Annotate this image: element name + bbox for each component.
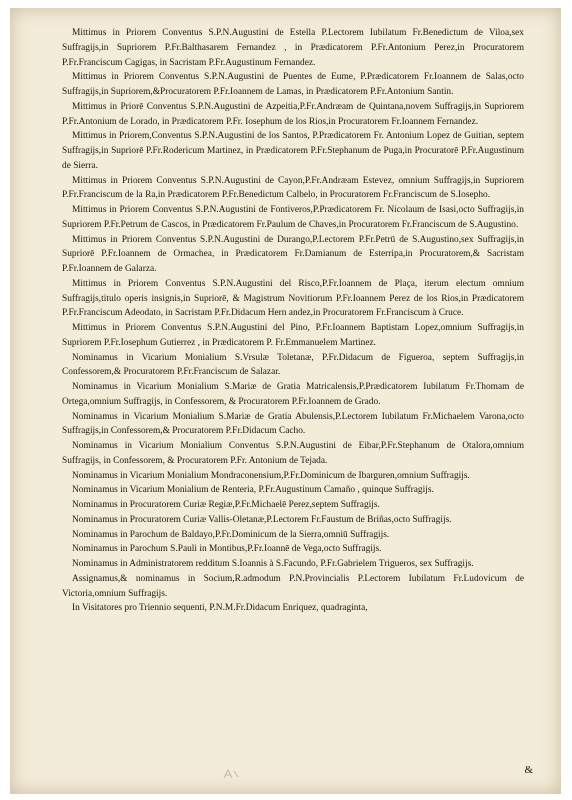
document-page	[10, 8, 561, 794]
ink-mark	[222, 768, 240, 780]
entry-cayon: Mittimus in Priorem Conventus S.P.N.Augustini de Cayon,P.Fr.Andræam Estevez, omnium Suffragijs,in Supriorem P.Fr.Franciscum de la Ra,in Prædicatorem P.Fr.Benedictum Calbelo, in Procuratorem Fr.Franciscum de S.Iosepho.	[62, 175, 524, 201]
entry-fontiveros: Mittimus in Priorem Conventus S.P.N.Augustini de Fontiveros,P.Prædicatorem Fr. Nicolaum de Isasi,octo Suffragijs,in Supriorem P.Fr.Petrum de Cascos, in Prædicatorem Fr.Paulum de Chaves,in Procuratorem Fr.Franciscum de S.Augustino.	[62, 205, 524, 230]
body-text	[62, 26, 524, 616]
entry-estella: Mittimus in Priorem Conventus S.P.N.Augustini de Estella P.Lectorem Iubilatum Fr.Benedictum de Viloa,sex Suffragijs,in Supriorem P.Fr.Balthasarem Fernandez , in Prædicatorem P.Fr.Antonium Perez,in Procuratorem P.Fr.Franciscum Cagigas, in Sacristam P.Fr.Augustinum Fernandez.	[62, 28, 524, 68]
entry-pino: Mittimus in Priorem Conventus S.P.N.Augustini del Pino, P.Fr.Ioannem Baptistam Lopez,omnium Suffragijs,in Supriorem P.Fr.Iosephum Gutierrez , in Prædicatorem P. Fr.Emmanuelem Martinez.	[62, 323, 524, 348]
entry-procurator-valladolid: Nominamus in Procuratorem Curiæ Vallis-Oletanæ,P.Lectorem Fr.Faustum de Briñas,octo Suffragijs.	[72, 514, 452, 525]
entry-vicar-eibar: Nominamus in Vicarium Monialium Conventus S.P.N.Augustini de Eibar,P.Fr.Stephanum de Otalora,omnium Suffragijs, in Confessorem, & Procuratorem P.Fr. Antonium de Tejada.	[62, 441, 524, 466]
entry-parish-baldayo: Nominamus in Parochum de Baldayo,P.Fr.Dominicum de la Sierra,omniū Suffragijs.	[72, 529, 390, 540]
entry-administrator: Nominamus in Administratorem redditum S.Ioannis à S.Facundo, P.Fr.Gabrielem Trigueros, sex Suffragijs.	[72, 559, 474, 569]
entry-azpeitia: Mittimus in Priorē Conventus S.P.N.Augustini de Azpeitia,P.Fr.Andræam de Quintana,novem Suffragijs,in Supriorem P.Fr.Antonium de Lorado, in Prædicatorem P.Fr. Iosephum de los Rios,in Procuratorem Fr.Ioannem Fernandez.	[62, 101, 524, 127]
entry-vicar-madrigal: Nominamus in Vicarium Monialium S.Mariæ de Gratia Matricalensis,P.Prædicatorem Iubilatum Fr.Thomam de Ortega,omnium Suffragijs, in Confessorem, & Procuratorem P.Fr.Ioannem de Grado.	[62, 382, 524, 407]
catchword: &	[524, 764, 533, 776]
entry-vicar-toledo: Nominamus in Vicarium Monialium S.Vrsulæ Toletanæ, P.Fr.Didacum de Figueroa, septem Suffragijs,in Confessorem,& Procuratorem P.Fr.Franciscum de Salazar.	[62, 352, 524, 378]
entry-procurator-court: Nominamus in Procuratorem Curiæ Regiæ,P.Fr.Michaelē Perez,septem Suffragijs.	[72, 500, 380, 510]
entry-vicar-mondragon: Nominamus in Vicarium Monialium Mondraconensium,P.Fr.Dominicum de Ibarguren,omnium Suffragijs.	[72, 470, 470, 481]
entry-vicar-renteria: Nominamus in Vicarium Monialium de Renteria, P.Fr.Augustinum Camaño , quinque Suffragijs.	[72, 485, 434, 496]
entry-socius: Assignamus,& nominamus in Socium,R.admodum P.N.Provincialis P.Lectorem Iubilatum Fr.Ludovicum de Victoria,omnium Suffragijs.	[62, 573, 524, 599]
entry-parish-montibus: Nominamus in Parochum S.Pauli in Montibus,P.Fr.Ioannē de Vega,octo Suffragijs.	[72, 544, 382, 555]
entry-visitators: In Visitatores pro Triennio sequenti, P.N.M.Fr.Didacum Enriquez, quadraginta,	[72, 603, 368, 614]
entry-los-santos: Mittimus in Priorem,Conventus S.P.N.Augustini de los Santos, P.Prædicatorem Fr. Antonium Lopez de Guitian, septem Suffragijs,in Supriorē P.Fr.Rodericum Martinez, in Prædicatorem P.Fr.Stephanum de Puga,in Procuratorē P.Fr.Augustinum de Sierra.	[62, 131, 524, 171]
entry-vicar-avila: Nominamus in Vicarium Monialium S.Mariæ de Gratia Abulensis,P.Lectorem Iubilatum Fr.Michaelem Varona,octo Suffragijs,in Confessorem,& Procuratorem P.Fr.Didacum Cacho.	[62, 411, 524, 437]
entry-durango: Mittimus in Priorem Conventus S.P.N.Augustini de Durango,P.Lectorem P.Fr.Petrū de S.Augustino,sex Suffragijs,in Supriorē P.Fr.Ioannem de Ormachea, in Prædicatorem Fr.Damianum de Esterripa,in Procuratorem,& Sacristam P.Fr.Ioannem de Galarza.	[62, 234, 524, 274]
entry-puentes-de-eume: Mittimus in Priorem Conventus S.P.N.Augustini de Puentes de Eume, P.Prædicatorem Fr.Ioannem de Salas,octo Suffragijs,in Supriorem,&Procuratorem P.Fr.Ioannem de Lamas, in Prædicatorem P.Fr.Antonium Santin.	[62, 72, 524, 97]
entry-risco: Mittimus in Priorem Conventus S.P.N.Augustini del Risco,P.Fr.Ioannem de Plaça, iterum electum omnium Suffragijs,titulo operis insignis,in Supriorē, & Magistrum Novitiorum P.Fr.Ioannem Perez de los Rios,in Prædicatorem P.Fr.Franciscum Adeodato, in Sacristam P.Fr.Didacum Hern andez,in Procuratorem Fr.Franciscum à Cruce.	[62, 278, 524, 319]
